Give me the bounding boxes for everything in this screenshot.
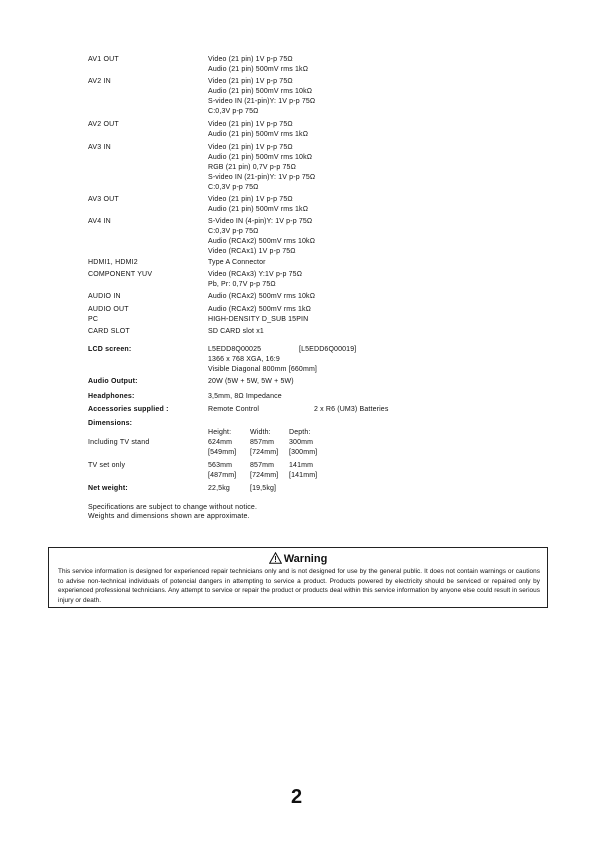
dimensions-cell: 563mm xyxy=(208,462,233,469)
note-line: Weights and dimensions shown are approximate. xyxy=(88,513,250,520)
accessories-item: 2 x R6 (UM3) Batteries xyxy=(314,406,389,413)
headphones-value: 3,5mm, 8Ω Impedance xyxy=(208,393,282,400)
dimensions-cell: 857mm xyxy=(250,462,275,469)
dimensions-cell: [549mm] xyxy=(208,449,237,456)
spec-value: Video (21 pin) 1V p-p 75Ω xyxy=(208,78,293,85)
spec-value: RGB (21 pin) 0,7V p-p 75Ω xyxy=(208,164,296,171)
spec-value: Video (RCAx3) Y:1V p-p 75Ω xyxy=(208,271,303,278)
spec-value: S-Video IN (4-pin)Y: 1V p-p 75Ω xyxy=(208,218,313,225)
spec-label-av2-in: AV2 IN xyxy=(88,78,111,85)
dimensions-cell: 624mm xyxy=(208,439,233,446)
spec-label-av3-in: AV3 IN xyxy=(88,144,111,151)
spec-value: Video (RCAx1) 1V p-p 75Ω xyxy=(208,248,296,255)
dimensions-cell: [487mm] xyxy=(208,472,237,479)
spec-value: Video (21 pin) 1V p-p 75Ω xyxy=(208,196,293,203)
lcd-resolution: 1366 x 768 XGA, 16:9 xyxy=(208,356,280,363)
spec-value: Audio (RCAx2) 500mV rms 10kΩ xyxy=(208,238,316,245)
spec-label-pc: PC xyxy=(88,316,99,323)
dimensions-set-label: TV set only xyxy=(88,462,126,469)
spec-value: Pb, Pr: 0,7V p-p 75Ω xyxy=(208,281,276,288)
spec-label-component: COMPONENT YUV xyxy=(88,271,153,278)
spec-label-hdmi: HDMI1, HDMI2 xyxy=(88,259,138,266)
spec-label-card-slot: CARD SLOT xyxy=(88,328,130,335)
spec-value: Audio (RCAx2) 500mV rms 10kΩ xyxy=(208,293,316,300)
spec-value: HIGH-DENSITY D_SUB 15PIN xyxy=(208,316,309,323)
accessories-item: Remote Control xyxy=(208,406,260,413)
dimensions-header: Width: xyxy=(250,429,271,436)
accessories-label: Accessories supplied : xyxy=(88,406,169,413)
dimensions-cell: [724mm] xyxy=(250,449,279,456)
dimensions-cell: 141mm xyxy=(289,462,314,469)
page-number: 2 xyxy=(291,786,303,808)
spec-value: Audio (21 pin) 500mV rms 10kΩ xyxy=(208,88,313,95)
spec-value: S-video IN (21-pin)Y: 1V p-p 75Ω xyxy=(208,174,316,181)
note-line: Specifications are subject to change without notice. xyxy=(88,504,258,511)
spec-value: C:0,3V p-p 75Ω xyxy=(208,228,259,235)
spec-value: C:0,3V p-p 75Ω xyxy=(208,108,259,115)
spec-value: Video (21 pin) 1V p-p 75Ω xyxy=(208,144,293,151)
dimensions-cell: [724mm] xyxy=(250,472,279,479)
spec-value: SD CARD slot x1 xyxy=(208,328,264,335)
dimensions-stand-label: Including TV stand xyxy=(88,439,150,446)
warning-box xyxy=(48,547,548,608)
dimensions-header: Depth: xyxy=(289,429,311,436)
spec-value: Type A Connector xyxy=(208,259,266,266)
dimensions-cell: 857mm xyxy=(250,439,275,446)
audio-output-label: Audio Output: xyxy=(88,378,138,385)
dimensions-header: Height: xyxy=(208,429,232,436)
dimensions-cell: 300mm xyxy=(289,439,314,446)
headphones-label: Headphones: xyxy=(88,393,135,400)
spec-value: C:0,3V p-p 75Ω xyxy=(208,184,259,191)
spec-value: Video (21 pin) 1V p-p 75Ω xyxy=(208,121,293,128)
dimensions-cell: [300mm] xyxy=(289,449,318,456)
audio-output-value: 20W (5W + 5W, 5W + 5W) xyxy=(208,378,294,385)
spec-label-av1-out: AV1 OUT xyxy=(88,56,119,63)
warning-title: Warning xyxy=(283,553,328,565)
spec-label-audio-in: AUDIO IN xyxy=(88,293,121,300)
net-weight-label: Net weight: xyxy=(88,485,128,492)
warning-triangle-icon xyxy=(269,552,282,564)
lcd-model-b: [L5EDD6Q00019] xyxy=(299,346,357,353)
spec-value: Audio (RCAx2) 500mV rms 1kΩ xyxy=(208,306,312,313)
spec-value: Audio (21 pin) 500mV rms 1kΩ xyxy=(208,131,309,138)
warning-text: This service information is designed for experienced repair technicians only and is not designed for use by the general public. It does not contain warnings or cautions to advise non-technical individuals of potencial dangers in attempting to service a product. Products powered by electricity should be serviced or repaired only by experienced professional technicians. Any attempt to service or repair the product or products deal within this service information by anyone else could result in serious injury or death. xyxy=(58,568,540,605)
warning-heading xyxy=(49,552,547,566)
lcd-model-a: L5EDD8Q00025 xyxy=(208,346,262,353)
spec-label-av2-out: AV2 OUT xyxy=(88,121,119,128)
lcd-diagonal: Visible Diagonal 800mm [660mm] xyxy=(208,366,318,373)
spec-label-av3-out: AV3 OUT xyxy=(88,196,119,203)
lcd-screen-label: LCD screen: xyxy=(88,346,132,353)
spec-value: S-video IN (21-pin)Y: 1V p-p 75Ω xyxy=(208,98,316,105)
dimensions-label: Dimensions: xyxy=(88,420,133,427)
net-weight-value-alt: [19,5kg] xyxy=(250,485,277,492)
spec-label-audio-out: AUDIO OUT xyxy=(88,306,129,313)
spec-label-av4-in: AV4 IN xyxy=(88,218,111,225)
spec-value: Video (21 pin) 1V p-p 75Ω xyxy=(208,56,293,63)
spec-value: Audio (21 pin) 500mV rms 10kΩ xyxy=(208,154,313,161)
spec-value: Audio (21 pin) 500mV rms 1kΩ xyxy=(208,206,309,213)
dimensions-cell: [141mm] xyxy=(289,472,318,479)
spec-value: Audio (21 pin) 500mV rms 1kΩ xyxy=(208,66,309,73)
net-weight-value: 22,5kg xyxy=(208,485,230,492)
